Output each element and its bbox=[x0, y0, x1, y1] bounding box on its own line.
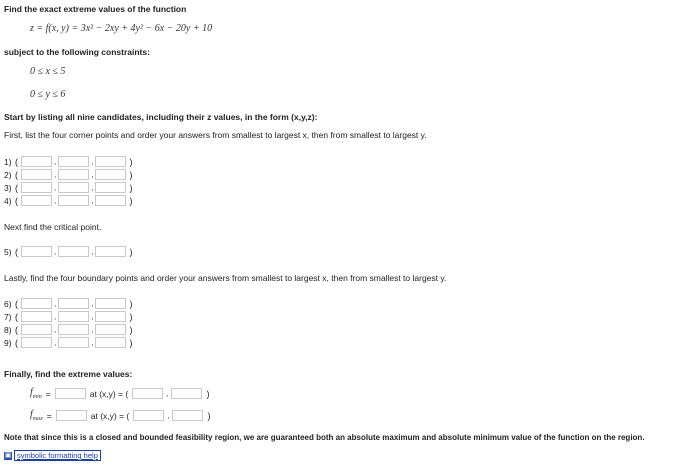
x-input[interactable] bbox=[21, 298, 52, 309]
x-input[interactable] bbox=[21, 182, 52, 193]
close-paren: ) bbox=[206, 388, 210, 399]
constraint-x: 0 ≤ x ≤ 5 bbox=[30, 66, 66, 77]
close-paren: ) bbox=[129, 311, 133, 322]
comma: , bbox=[54, 325, 57, 334]
close-paren: ) bbox=[129, 156, 133, 167]
comma: , bbox=[91, 196, 94, 205]
critical-instruction: Next find the critical point. bbox=[4, 222, 102, 232]
z-input[interactable] bbox=[95, 337, 126, 348]
candidate-row-1 bbox=[4, 156, 132, 167]
comma: , bbox=[54, 170, 57, 179]
y-input[interactable] bbox=[58, 311, 89, 322]
x-input[interactable] bbox=[21, 246, 52, 257]
comma: , bbox=[91, 157, 94, 166]
z-input[interactable] bbox=[95, 311, 126, 322]
comma: , bbox=[91, 312, 94, 321]
fmax-label: $f_{max}$ bbox=[30, 409, 43, 422]
comma: , bbox=[54, 312, 57, 321]
fmin-row bbox=[30, 388, 209, 399]
row-number: 4) bbox=[4, 195, 12, 206]
symbolic-help-link[interactable]: symbolic formatting help bbox=[14, 450, 101, 461]
open-paren: ( bbox=[15, 182, 18, 193]
row-number: 6) bbox=[4, 298, 12, 309]
row-number: 5) bbox=[4, 246, 12, 257]
comma: , bbox=[91, 183, 94, 192]
open-paren: ( bbox=[15, 156, 18, 167]
candidate-row-5 bbox=[4, 246, 132, 257]
constraint-y: 0 ≤ y ≤ 6 bbox=[30, 89, 66, 100]
z-input[interactable] bbox=[95, 324, 126, 335]
at-xy-label: at (x,y) = ( bbox=[90, 410, 130, 421]
y-input[interactable] bbox=[58, 246, 89, 257]
z-input[interactable] bbox=[95, 195, 126, 206]
symbolic-help-button[interactable] bbox=[4, 450, 101, 461]
help-icon: ▣ bbox=[4, 451, 12, 459]
note-text: Note that since this is a closed and bounded feasibility region, we are guaranteed both an absolute maximum and absolute minimum value of the function on the region. bbox=[4, 433, 645, 442]
x-input[interactable] bbox=[21, 311, 52, 322]
comma: , bbox=[166, 389, 169, 398]
open-paren: ( bbox=[15, 337, 18, 348]
extreme-instruction: Finally, find the extreme values: bbox=[4, 369, 133, 379]
z-input[interactable] bbox=[95, 182, 126, 193]
fmax-value-input[interactable] bbox=[56, 410, 87, 421]
y-input[interactable] bbox=[58, 337, 89, 348]
open-paren: ( bbox=[15, 169, 18, 180]
equals-sign: = bbox=[45, 388, 51, 399]
open-paren: ( bbox=[15, 195, 18, 206]
fmin-x-input[interactable] bbox=[132, 388, 163, 399]
comma: , bbox=[54, 338, 57, 347]
fmax-x-input[interactable] bbox=[133, 410, 164, 421]
close-paren: ) bbox=[129, 195, 133, 206]
row-number: 1) bbox=[4, 156, 12, 167]
y-input[interactable] bbox=[58, 156, 89, 167]
close-paren: ) bbox=[129, 169, 133, 180]
fmin-value-input[interactable] bbox=[55, 388, 86, 399]
row-number: 9) bbox=[4, 337, 12, 348]
comma: , bbox=[91, 170, 94, 179]
comma: , bbox=[167, 411, 170, 420]
candidate-row-7 bbox=[4, 311, 132, 322]
comma: , bbox=[54, 299, 57, 308]
close-paren: ) bbox=[129, 298, 133, 309]
y-input[interactable] bbox=[58, 298, 89, 309]
candidates-instruction: Start by listing all nine candidates, including their z values, in the form (x,y,z): bbox=[4, 112, 318, 122]
x-input[interactable] bbox=[21, 195, 52, 206]
candidate-row-3 bbox=[4, 182, 132, 193]
fmax-y-input[interactable] bbox=[172, 410, 203, 421]
open-paren: ( bbox=[15, 324, 18, 335]
comma: , bbox=[54, 196, 57, 205]
y-input[interactable] bbox=[58, 182, 89, 193]
fmin-label: $f_{min}$ bbox=[30, 387, 42, 400]
y-input[interactable] bbox=[58, 195, 89, 206]
corners-instruction: First, list the four corner points and order your answers from smallest to largest x, then from smallest to largest y. bbox=[4, 130, 427, 140]
close-paren: ) bbox=[129, 324, 133, 335]
x-input[interactable] bbox=[21, 337, 52, 348]
close-paren: ) bbox=[129, 182, 133, 193]
at-xy-label: at (x,y) = ( bbox=[89, 388, 129, 399]
comma: , bbox=[91, 325, 94, 334]
comma: , bbox=[54, 247, 57, 256]
candidate-row-9 bbox=[4, 337, 132, 348]
y-input[interactable] bbox=[58, 324, 89, 335]
z-input[interactable] bbox=[95, 169, 126, 180]
intro-text: Find the exact extreme values of the function bbox=[4, 4, 187, 14]
candidate-row-4 bbox=[4, 195, 132, 206]
constraints-label: subject to the following constraints: bbox=[4, 47, 150, 57]
candidate-row-6 bbox=[4, 298, 132, 309]
z-input[interactable] bbox=[95, 156, 126, 167]
z-input[interactable] bbox=[95, 246, 126, 257]
close-paren: ) bbox=[207, 410, 211, 421]
function-equation: z = f(x, y) = 3x² − 2xy + 4y² − 6x − 20y + 10 bbox=[30, 23, 213, 34]
open-paren: ( bbox=[15, 246, 18, 257]
x-input[interactable] bbox=[21, 169, 52, 180]
boundary-instruction: Lastly, find the four boundary points and order your answers from smallest to largest x, then from smallest to largest y. bbox=[4, 273, 447, 283]
comma: , bbox=[91, 247, 94, 256]
fmin-y-input[interactable] bbox=[171, 388, 202, 399]
close-paren: ) bbox=[129, 246, 133, 257]
x-input[interactable] bbox=[21, 156, 52, 167]
candidate-row-8 bbox=[4, 324, 132, 335]
row-number: 7) bbox=[4, 311, 12, 322]
x-input[interactable] bbox=[21, 324, 52, 335]
close-paren: ) bbox=[129, 337, 133, 348]
row-number: 8) bbox=[4, 324, 12, 335]
comma: , bbox=[91, 338, 94, 347]
open-paren: ( bbox=[15, 298, 18, 309]
comma: , bbox=[54, 183, 57, 192]
open-paren: ( bbox=[15, 311, 18, 322]
row-number: 2) bbox=[4, 169, 12, 180]
comma: , bbox=[91, 299, 94, 308]
z-input[interactable] bbox=[95, 298, 126, 309]
y-input[interactable] bbox=[58, 169, 89, 180]
candidate-row-2 bbox=[4, 169, 132, 180]
fmax-row bbox=[30, 410, 210, 421]
equals-sign: = bbox=[46, 410, 52, 421]
comma: , bbox=[54, 157, 57, 166]
row-number: 3) bbox=[4, 182, 12, 193]
